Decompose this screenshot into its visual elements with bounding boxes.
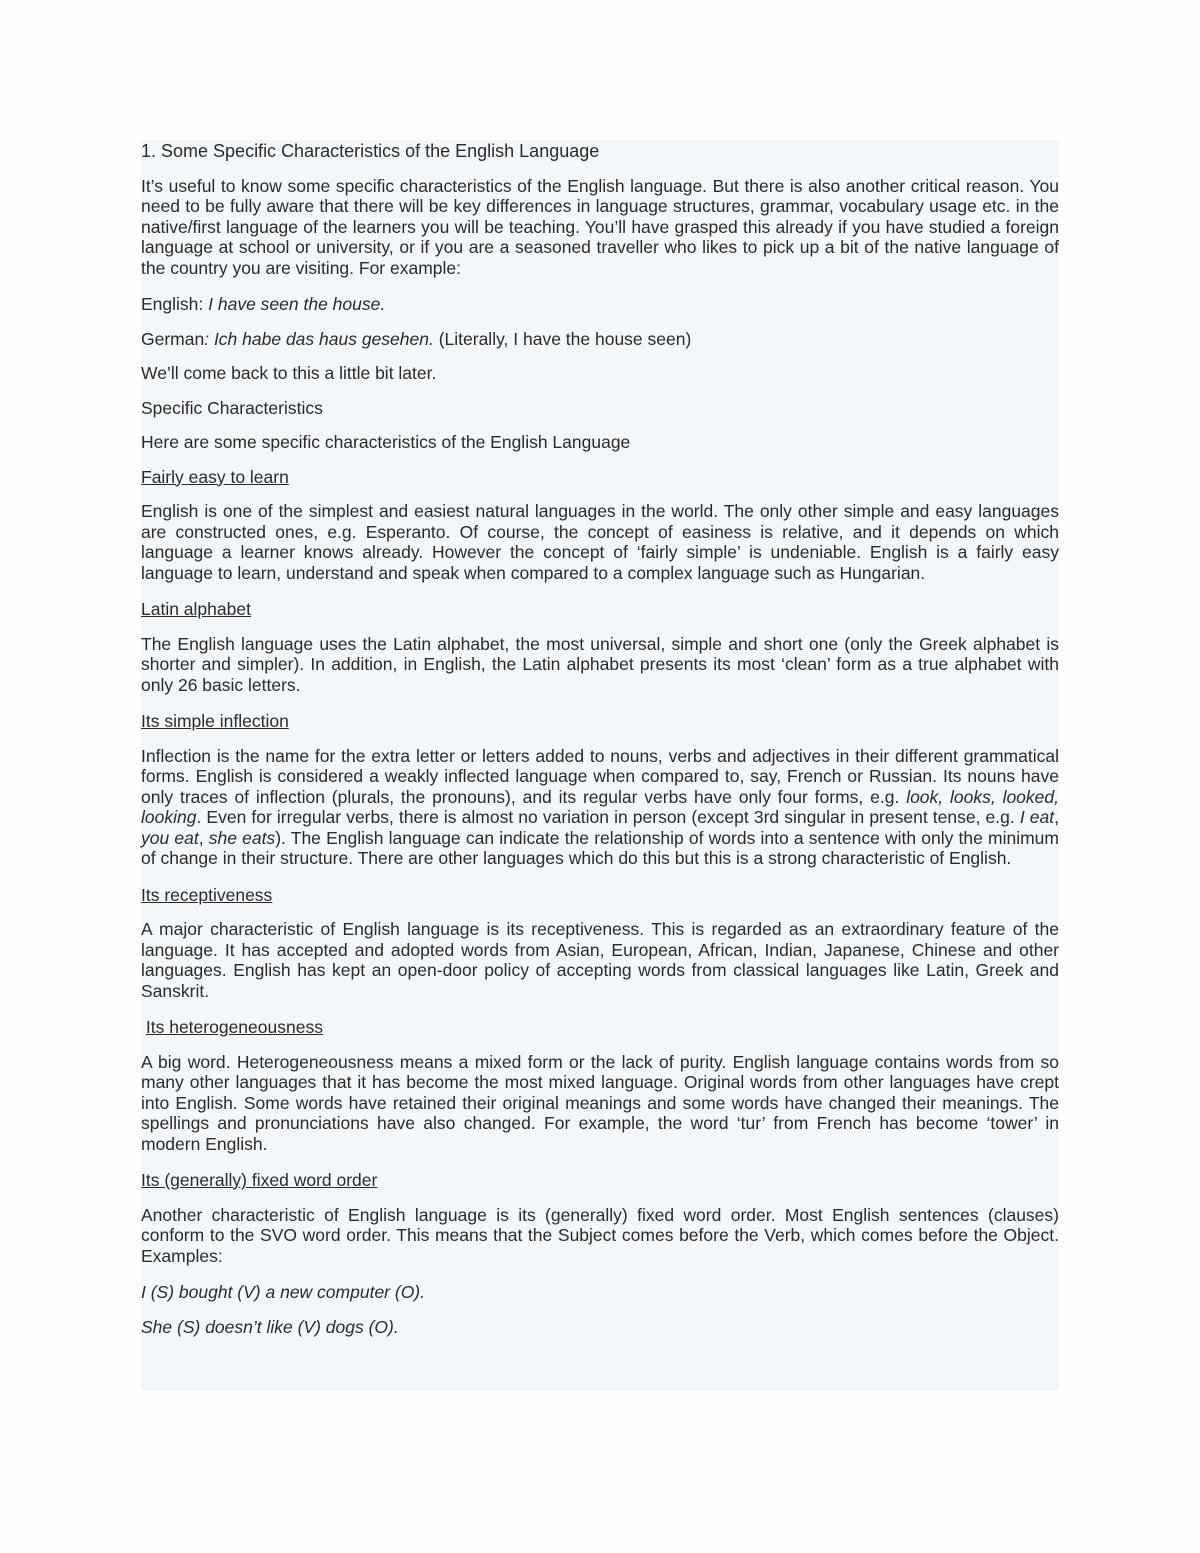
example-german	[141, 329, 1059, 350]
example-english-label: English:	[141, 294, 209, 314]
example-german-label: German	[141, 328, 205, 349]
inflection-example-2: you eat	[141, 827, 199, 848]
inflection-text-c: ). The English language can indicate the relationship of words into a sentence with only the minimum of change in their structure. There are other languages which do this but this is a strong characteristic of English.	[141, 827, 1059, 868]
section-body-inflection	[141, 746, 1059, 869]
section-heading-inflection: Its simple inflection	[141, 711, 289, 731]
word-order-example-1	[141, 1282, 1059, 1303]
example-english	[141, 294, 1059, 315]
example-sentence-1: I (S) bought (V) a new computer (O).	[141, 1282, 425, 1302]
inflection-example-1: I eat	[1019, 807, 1055, 827]
example-english-text: I have seen the house.	[208, 294, 386, 314]
example-german-text: : Ich habe das haus gesehen.	[204, 328, 434, 349]
section-heading-heterogeneousness	[141, 1017, 1059, 1038]
section-heading-easy: Fairly easy to learn	[141, 466, 289, 487]
inflection-example-3: she eats	[208, 827, 276, 848]
heterogeneousness-heading-text: Its heterogeneousness	[145, 1017, 323, 1037]
word-order-example-2	[141, 1317, 1059, 1338]
section-body-alphabet: The English language uses the Latin alphabet, the most universal, simple and short one (only the Greek alphabet is shorter and simpler). In addition, in English, the Latin alphabet presents its most ‘clean’ form as a true alphabet with only 26 basic letters.	[141, 633, 1059, 695]
specific-heading: Specific Characteristics	[141, 397, 323, 418]
section-body-word-order: Another characteristic of English language is its (generally) fixed word order. Most English sentences (clauses) conform to the SVO word order. This means that the Subject comes before the Verb, which comes before the Object. Examples:	[141, 1204, 1059, 1266]
section-heading-receptiveness: Its receptiveness	[141, 884, 273, 905]
intro-paragraph: It’s useful to know some specific characteristics of the English language. But there is also another critical reason. You need to be fully aware that there will be key differences in language structures, grammar, vocabulary usage etc. in the native/first language of the learners you will be teaching. You’ll have grasped this already if you have studied a foreign language at school or university, or if you are a seasoned traveller who likes to pick up a bit of the native language of the country you are visiting. For example:	[141, 175, 1059, 278]
section-body-easy: English is one of the simplest and easiest natural languages in the world. The only other simple and easy languages are constructed ones, e.g. Esperanto. Of course, the concept of easiness is relative, and it depends on which language a learner knows already. However the concept of ‘fairly simple’ is undeniable. English is a fairly easy language to learn, understand and speak when compared to a complex language such as Hungarian.	[141, 501, 1059, 583]
come-back-line: We’ll come back to this a little bit later.	[141, 363, 437, 383]
inflection-comma-2: ,	[198, 827, 209, 848]
inflection-text-a: Inflection is the name for the extra letter or letters added to nouns, verbs and adjectives in their different grammatical forms. English is considered a weakly inflected language when compared to, say, French or Russian. Its nouns have only traces of inflection (plurals, the pronouns), and its regular verbs have only four forms, e.g.	[141, 745, 1059, 807]
section-heading-alphabet: Latin alphabet	[141, 599, 251, 619]
document-body	[141, 140, 1059, 1390]
section-body-heterogeneousness: A big word. Heterogeneousness means a mixed form or the lack of purity. English language contains words from so many other languages that it has become the most mixed language. Original words from other languages have crept into English. Some words have retained their original meanings and some words have changed their meanings. The spellings and pronunciations have also changed. For example, the word ‘tur’ from French has become ‘tower’ in modern English.	[141, 1051, 1059, 1154]
inflection-text-b: . Even for irregular verbs, there is almost no variation in person (except 3rd singular in present tense, e.g.	[196, 807, 1020, 827]
inflection-forms: look, looks, looked, looking	[141, 786, 1059, 827]
specific-intro: Here are some specific characteristics of the English Language	[141, 432, 631, 452]
document-title: 1. Some Specific Characteristics of the English Language	[141, 141, 600, 161]
example-sentence-2: She (S) doesn’t like (V) dogs (O).	[141, 1316, 399, 1337]
section-heading-word-order: Its (generally) fixed word order	[141, 1170, 378, 1190]
section-body-receptiveness: A major characteristic of English language is its receptiveness. This is regarded as an extraordinary feature of the language. It has accepted and adopted words from Asian, European, African, Indian, Japanese, Chinese and other languages. English has kept an open-door policy of accepting words from classical languages like Latin, Greek and Sanskrit.	[141, 919, 1059, 1001]
inflection-comma-1: ,	[1054, 807, 1059, 827]
example-german-literal: (Literally, I have the house seen)	[433, 328, 692, 349]
